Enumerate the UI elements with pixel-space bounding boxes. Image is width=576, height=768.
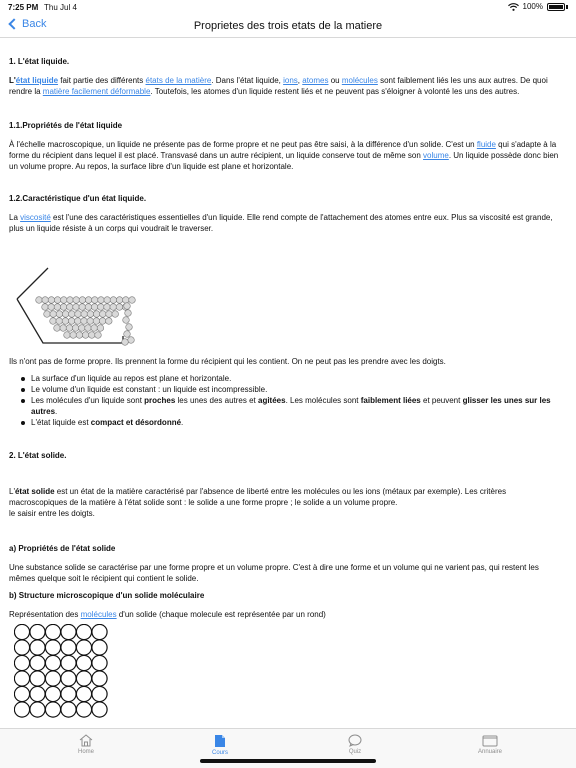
molecule-circle	[76, 624, 91, 639]
liquid-molecule	[123, 297, 130, 304]
text: est un état de la matière caractérisé par l'absence de liberté entre les molécules ou les ions (métaux par exemple). Les critères macroscopiques de la matière à l'état solide sont : le solide a une forme propre ; le solide a un volume propre.	[9, 487, 507, 507]
battery-cap	[566, 5, 568, 9]
navigation-bar	[0, 14, 576, 38]
bold-text: compact et désordonné	[90, 418, 182, 427]
liquid-molecule	[42, 304, 49, 311]
tab-quiz[interactable]	[315, 734, 395, 755]
text: La	[9, 213, 21, 222]
liquid-molecule	[79, 297, 86, 304]
liquid-molecule	[122, 339, 129, 346]
molecule-circle	[76, 686, 91, 701]
molecule-circle	[61, 640, 76, 655]
bold-text: proches	[144, 396, 176, 405]
text: les unes des autres et	[175, 396, 258, 405]
liquid-molecule	[116, 297, 123, 304]
paragraph-liquid-intro	[9, 75, 564, 97]
liquid-molecule	[69, 311, 76, 318]
liquid-molecule	[72, 325, 79, 332]
liquid-molecule	[116, 304, 123, 311]
liquid-molecule	[79, 325, 86, 332]
liquid-molecule	[82, 332, 89, 339]
text: L'	[9, 76, 16, 85]
liquid-molecule	[60, 325, 67, 332]
molecule-circle	[14, 624, 29, 639]
section-solid-intro	[9, 486, 564, 519]
home-indicator	[200, 759, 376, 763]
text: . Toutefois, les atomes d'un liquide restent liés et ne peuvent pas s'éloigner à volonté les uns des autres.	[150, 87, 520, 96]
liquid-molecule	[54, 304, 61, 311]
section-title-liquid: 1. L'état liquide.	[9, 57, 70, 66]
tab-label: Cours	[211, 750, 228, 756]
text: . Les molécules sont	[285, 396, 361, 405]
section-title-liquid-characteristic: 1.2.Caractéristique d'un état liquide.	[9, 194, 147, 203]
article-content[interactable]	[9, 46, 564, 728]
liquid-molecule	[98, 304, 105, 311]
molecule-circle	[14, 702, 29, 717]
liquid-molecule	[91, 304, 98, 311]
paragraph-solid-intro	[9, 486, 564, 508]
liquid-molecule	[85, 297, 92, 304]
text: est l'une des caractéristiques essentielles d'un liquide. Elle rend compte de l'attachement des atomes entre eux. Plus sa viscosité est grande, plus un liquide résiste à un corps qui voudrait le traverser.	[9, 213, 553, 233]
liquid-molecule	[125, 310, 132, 317]
molecule-circle	[61, 686, 76, 701]
list-item	[9, 395, 564, 417]
molecule-circle	[45, 702, 60, 717]
text: L'	[9, 487, 15, 496]
molecule-circle	[76, 640, 91, 655]
molecule-circle	[92, 686, 107, 701]
liquid-molecule	[79, 304, 86, 311]
liquid-molecule	[129, 297, 136, 304]
bold-text: agitées	[258, 396, 286, 405]
status-right	[508, 2, 568, 11]
text: fait partie des différents	[58, 76, 146, 85]
liquid-molecule	[60, 304, 67, 311]
liquid-molecule	[81, 311, 88, 318]
liquid-molecule	[87, 318, 94, 325]
section-title-liquid-properties: 1.1.Propriétés de l'état liquide	[9, 121, 123, 130]
wifi-icon	[508, 3, 519, 11]
liquid-molecule	[36, 297, 43, 304]
liquid-molecule	[87, 311, 94, 318]
liquid-molecule	[56, 311, 63, 318]
liquid-molecule	[89, 332, 96, 339]
chat-bubble-icon	[348, 734, 362, 747]
paragraph-liquid-note: Ils n'ont pas de forme propre. Ils prennent la forme du récipient qui les contient. On ne peut pas les prendre avec les doigts.	[9, 357, 446, 366]
liquid-molecule	[75, 311, 82, 318]
liquid-molecule	[100, 311, 107, 318]
molecule-circle	[92, 624, 107, 639]
liquid-molecule	[50, 318, 57, 325]
liquid-molecule	[73, 304, 80, 311]
liquid-molecule	[104, 297, 111, 304]
liquid-molecule	[85, 325, 92, 332]
text: qui s'adapte à la forme du récipient dans lequel il est placé. Transvasé dans un autre récipient, un liquide conserve tout de même son	[9, 140, 557, 160]
molecule-circle	[30, 640, 45, 655]
molecule-circle	[14, 655, 29, 670]
liquid-molecule	[62, 318, 69, 325]
molecule-circle	[61, 671, 76, 686]
bold-text: faiblement liées	[360, 396, 421, 405]
solid-molecules-illustration	[14, 624, 108, 718]
liquid-molecule	[42, 297, 49, 304]
paragraph-liquid-properties	[9, 139, 564, 172]
liquid-molecule	[75, 318, 82, 325]
liquid-molecule	[106, 311, 113, 318]
section-solid-properties	[9, 543, 564, 620]
paragraph-solid-structure	[9, 609, 564, 620]
liquid-molecule	[48, 297, 55, 304]
liquid-molecule	[126, 324, 133, 331]
document-icon	[214, 734, 226, 748]
liquid-molecule	[93, 318, 100, 325]
text: ,	[297, 76, 303, 85]
molecule-circle	[14, 686, 29, 701]
liquid-molecule	[128, 337, 135, 344]
molecule-circle	[76, 671, 91, 686]
section-liquid-summary	[9, 356, 564, 428]
text: d'un solide (chaque molecule est représentée par un rond)	[116, 610, 326, 619]
liquid-molecule	[104, 304, 111, 311]
molecule-circle	[14, 671, 29, 686]
liquid-molecule	[66, 325, 73, 332]
text: ou	[328, 76, 342, 85]
section-liquid-properties	[9, 120, 564, 172]
molecule-circle	[30, 671, 45, 686]
link-etats-matiere[interactable]: états de la matière	[145, 76, 212, 85]
liquid-molecule	[68, 318, 75, 325]
link-molecules-solid[interactable]: molécules	[80, 610, 117, 619]
molecule-circle	[76, 655, 91, 670]
liquid-molecule	[54, 297, 61, 304]
liquid-molecules	[36, 297, 136, 346]
solid-molecules-grid	[14, 624, 107, 717]
list-item	[9, 417, 564, 428]
molecule-circle	[30, 655, 45, 670]
molecule-circle	[61, 655, 76, 670]
section-title-solid-properties: a) Propriétés de l'état solide	[9, 544, 116, 553]
liquid-molecule	[54, 325, 61, 332]
battery-percent: 100%	[522, 2, 543, 11]
molecule-circle	[45, 640, 60, 655]
molecule-circle	[45, 671, 60, 686]
molecule-circle	[30, 624, 45, 639]
text: .	[55, 407, 58, 416]
molecule-circle	[92, 702, 107, 717]
text: Représentation des	[9, 610, 81, 619]
molecule-circle	[92, 671, 107, 686]
text: sont faiblement liés les uns aux autres. De quoi rendre la	[9, 76, 548, 96]
link-molecules[interactable]: molécules	[341, 76, 378, 85]
status-date: Thu Jul 4	[44, 3, 77, 12]
liquid-molecule	[95, 332, 102, 339]
section-title-solid: 2. L'état solide.	[9, 451, 67, 460]
list-item: Le volume d'un liquide est constant : un liquide est incompressible.	[9, 384, 564, 395]
liquid-molecule	[48, 304, 55, 311]
link-etat-liquide[interactable]: état liquide	[15, 76, 59, 85]
section-title-solid-structure: b) Structure microscopique d'un solide moléculaire	[9, 591, 205, 600]
paragraph-solid-properties: Une substance solide se caractérise par une forme propre et un volume propre. C'est à dire une forme et un volume qui ne varient pas, qui restent les mêmes quelque soit le récipient qui contient le solide.	[9, 563, 539, 583]
liquid-molecule	[97, 325, 104, 332]
link-matiere-deformable[interactable]: matière facilement déformable	[42, 87, 151, 96]
link-fluide[interactable]: fluide	[476, 140, 496, 149]
text: . Un liquide possède donc bien un volume propre. Au repos, la surface libre d'un liquide est plane et horizontale.	[9, 151, 559, 171]
molecule-circle	[61, 624, 76, 639]
molecule-circle	[45, 624, 60, 639]
molecule-circle	[14, 640, 29, 655]
text: Les molécules d'un liquide sont	[31, 396, 145, 405]
bold-text: état solide	[14, 487, 55, 496]
liquid-molecule	[112, 311, 119, 318]
section-liquid	[9, 56, 564, 97]
liquid-molecule	[73, 297, 80, 304]
tab-home[interactable]	[46, 734, 126, 755]
text: À l'échelle macroscopique, un liquide ne présente pas de forme propre et ne peut pas être saisi, à la différence d'un solide. C'est un	[9, 140, 477, 149]
back-button-label: Back	[22, 18, 47, 30]
liquid-molecule	[123, 317, 130, 324]
paragraph-solid-intro-end: le saisir entre les doigts.	[9, 509, 95, 518]
molecule-circle	[45, 655, 60, 670]
liquid-properties-list	[9, 373, 564, 428]
molecule-circle	[45, 686, 60, 701]
liquid-molecule	[61, 297, 68, 304]
liquid-molecule	[93, 311, 100, 318]
liquid-molecule	[85, 304, 92, 311]
liquid-molecule	[110, 297, 117, 304]
liquid-molecule	[76, 332, 83, 339]
liquid-molecule	[98, 297, 105, 304]
liquid-molecule	[56, 318, 63, 325]
text: L'état liquide est	[31, 418, 91, 427]
bold-text: glisser les unes sur les autres	[31, 396, 551, 416]
link-volume[interactable]: volume	[423, 151, 449, 160]
battery-icon	[547, 3, 565, 11]
liquid-molecule	[67, 304, 74, 311]
molecule-circle	[30, 702, 45, 717]
liquid-molecule	[70, 332, 77, 339]
folder-icon	[482, 734, 498, 747]
status-time: 7:25 PM	[8, 3, 39, 12]
liquid-molecule	[81, 318, 88, 325]
liquid-molecule	[62, 311, 69, 318]
section-liquid-characteristic	[9, 193, 564, 234]
status-bar	[0, 0, 576, 14]
liquid-container-illustration	[15, 266, 145, 351]
tab-cours[interactable]	[180, 734, 260, 756]
molecule-circle	[76, 702, 91, 717]
text: .	[181, 418, 184, 427]
page-title: Proprietes des trois etats de la matiere	[193, 20, 383, 32]
section-solid	[9, 450, 564, 461]
paragraph-viscosity	[9, 212, 564, 234]
liquid-molecule	[110, 304, 117, 311]
text: et peuvent	[420, 396, 463, 405]
liquid-molecule	[92, 297, 99, 304]
link-atomes[interactable]: atomes	[302, 76, 329, 85]
liquid-molecule	[50, 311, 57, 318]
list-item: La surface d'un liquide au repos est plane et horizontale.	[9, 373, 564, 384]
text: . Dans l'état liquide,	[211, 76, 284, 85]
tab-label: Annuaire	[477, 749, 503, 755]
link-ions[interactable]: ions	[283, 76, 298, 85]
tab-annuaire[interactable]	[450, 734, 530, 755]
home-icon	[79, 734, 93, 747]
liquid-molecule	[44, 311, 51, 318]
tab-label: Quiz	[348, 749, 362, 755]
molecule-circle	[61, 702, 76, 717]
liquid-molecule	[124, 303, 131, 310]
liquid-molecule	[91, 325, 98, 332]
molecule-circle	[92, 655, 107, 670]
tab-label: Home	[77, 749, 94, 755]
liquid-molecule	[99, 318, 106, 325]
molecule-circle	[30, 686, 45, 701]
liquid-molecule	[67, 297, 74, 304]
liquid-molecule	[124, 331, 131, 338]
link-viscosite[interactable]: viscosité	[20, 213, 51, 222]
molecule-circle	[92, 640, 107, 655]
liquid-molecule	[64, 332, 71, 339]
liquid-molecule	[106, 318, 113, 325]
